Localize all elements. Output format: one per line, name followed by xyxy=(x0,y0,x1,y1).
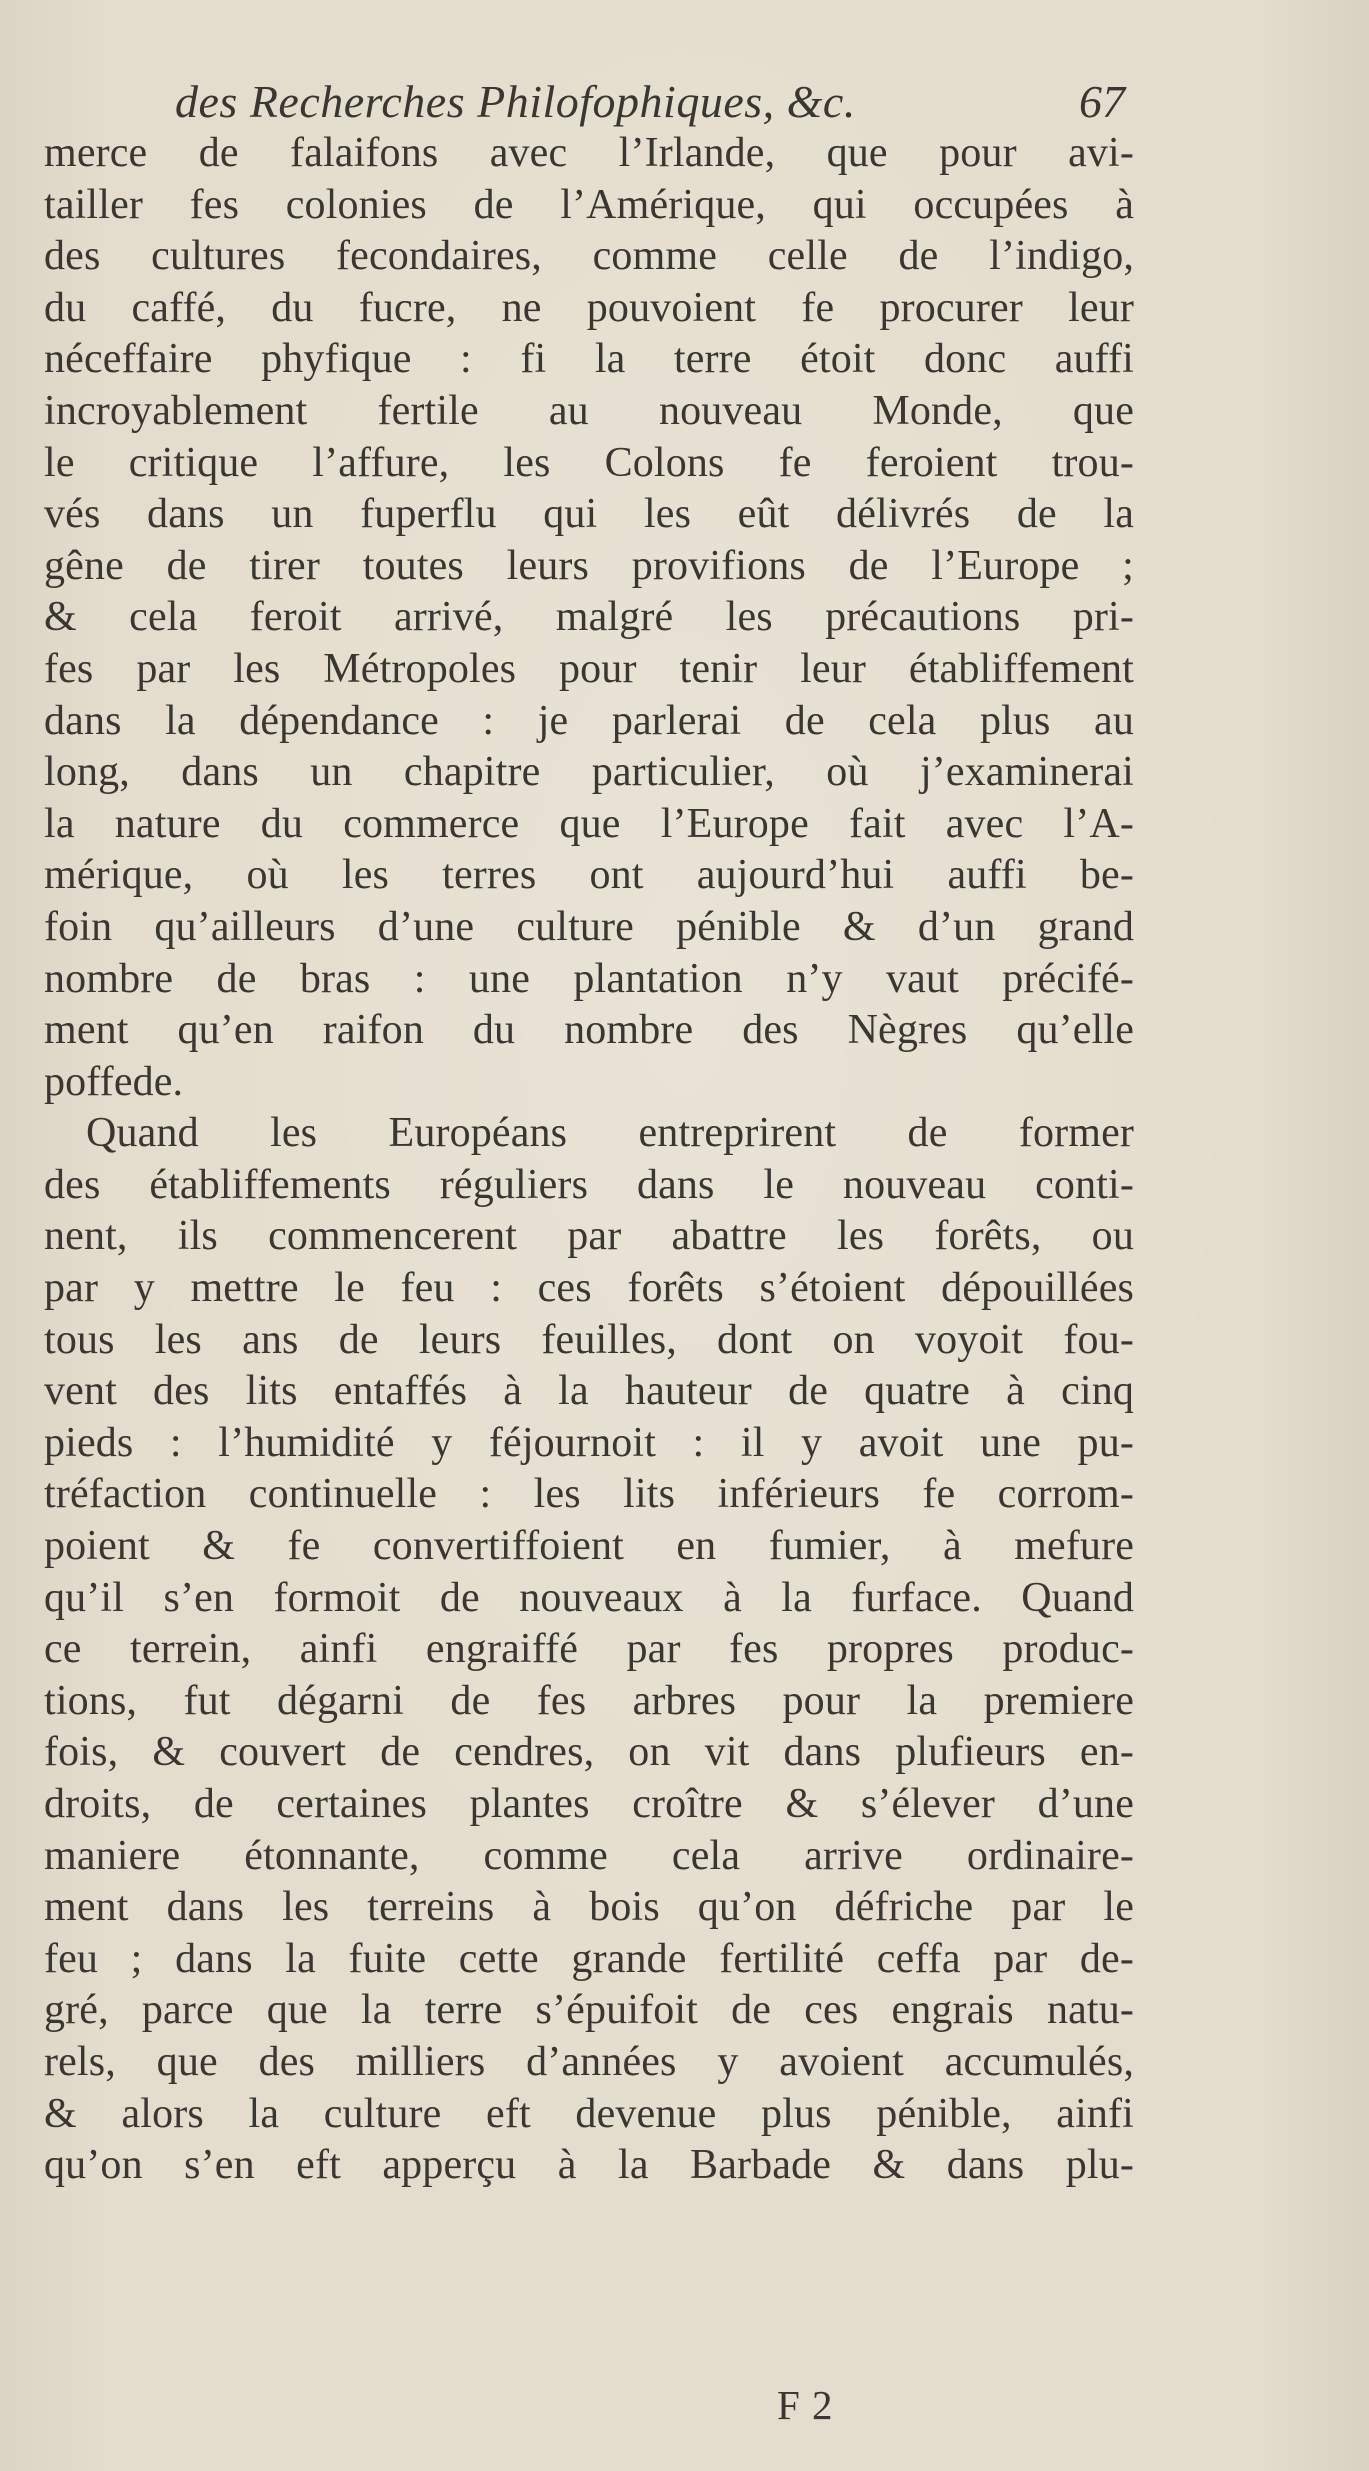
text-line: gêne de tirer toutes leurs provifions de l’Europe ; xyxy=(44,542,1134,589)
text-line: par y mettre le feu : ces forêts s’étoient dépouillées xyxy=(44,1265,1134,1312)
text-line: nombre de bras : une plantation n’y vaut précifé- xyxy=(44,955,1134,1002)
text-line: qu’il s’en formoit de nouveaux à la furface. Quand xyxy=(44,1574,1134,1621)
text-line: feu ; dans la fuite cette grande fertilité ceffa par de- xyxy=(44,1935,1134,1982)
running-title: des Recherches Philofophiques, &c. xyxy=(175,76,856,127)
text-line: qu’on s’en eft apperçu à la Barbade & dans plu- xyxy=(44,2142,1134,2189)
text-line: du caffé, du fucre, ne pouvoient fe procurer leur xyxy=(44,284,1134,331)
text-line: fes par les Métropoles pour tenir leur établiffement xyxy=(44,645,1134,692)
text-line: foin qu’ailleurs d’une culture pénible & d’un grand xyxy=(44,903,1134,950)
text-line: dans la dépendance : je parlerai de cela plus au xyxy=(44,697,1134,744)
text-line: poffede. xyxy=(44,1058,184,1105)
signature-mark: F 2 xyxy=(777,2382,834,2428)
text-line: des cultures fecondaires, comme celle de l’indigo, xyxy=(44,233,1134,280)
text-line: tions, fut dégarni de fes arbres pour la premiere xyxy=(44,1677,1134,1724)
text-line: droits, de certaines plantes croître & s’élever d’une xyxy=(44,1781,1134,1827)
text-line: merce de falaifons avec l’Irlande, que pour avi- xyxy=(44,130,1134,176)
text-line: long, dans un chapitre particulier, où j’examinerai xyxy=(44,749,1134,796)
text-line: tréfaction continuelle : les lits inférieurs fe corrom- xyxy=(44,1471,1134,1518)
text-line: ment dans les terreins à bois qu’on défriche par le xyxy=(44,1884,1134,1931)
text-line: nent, ils commencerent par abattre les forêts, ou xyxy=(44,1213,1134,1260)
text-line: vés dans un fuperflu qui les eût délivrés de la xyxy=(44,491,1134,538)
text-line: tous les ans de leurs feuilles, dont on voyoit fou- xyxy=(44,1316,1134,1363)
text-line: poient & fe convertiffoient en fumier, à mefure xyxy=(44,1523,1134,1570)
text-line: rels, que des milliers d’années y avoient accumulés, xyxy=(44,2038,1134,2085)
text-line: ce terrein, ainfi engraiffé par fes propres produc- xyxy=(44,1626,1134,1673)
paragraph-start: Quand les Européans entreprirent de former xyxy=(86,1110,1134,1157)
text-line: le critique l’affure, les Colons fe feroient trou- xyxy=(44,439,1134,486)
text-line: mérique, où les terres ont aujourd’hui auffi be- xyxy=(44,852,1134,899)
text-line: incroyablement fertile au nouveau Monde, que xyxy=(44,387,1134,434)
text-line: maniere étonnante, comme cela arrive ordinaire- xyxy=(44,1832,1134,1879)
text-line: des établiffements réguliers dans le nouveau conti- xyxy=(44,1161,1134,1208)
text-line: ment qu’en raifon du nombre des Nègres qu’elle xyxy=(44,1007,1134,1054)
text-line: vent des lits entaffés à la hauteur de quatre à cinq xyxy=(44,1368,1134,1415)
running-head xyxy=(175,72,1125,132)
text-line: fois, & couvert de cendres, on vit dans plufieurs en- xyxy=(44,1729,1134,1776)
page-number: 67 xyxy=(1079,76,1125,127)
text-line: pieds : l’humidité y féjournoit : il y avoit une pu- xyxy=(44,1419,1134,1466)
text-line: & cela feroit arrivé, malgré les précautions pri- xyxy=(44,594,1134,641)
text-line: tailler fes colonies de l’Amérique, qui occupées à xyxy=(44,181,1134,228)
text-line: néceffaire phyfique : fi la terre étoit donc auffi xyxy=(44,336,1134,383)
text-line: & alors la culture eft devenue plus pénible, ainfi xyxy=(44,2090,1134,2137)
text-line: gré, parce que la terre s’épuifoit de ces engrais natu- xyxy=(44,1987,1134,2034)
body-text xyxy=(44,128,1134,2192)
text-line: la nature du commerce que l’Europe fait avec l’A- xyxy=(44,800,1134,847)
